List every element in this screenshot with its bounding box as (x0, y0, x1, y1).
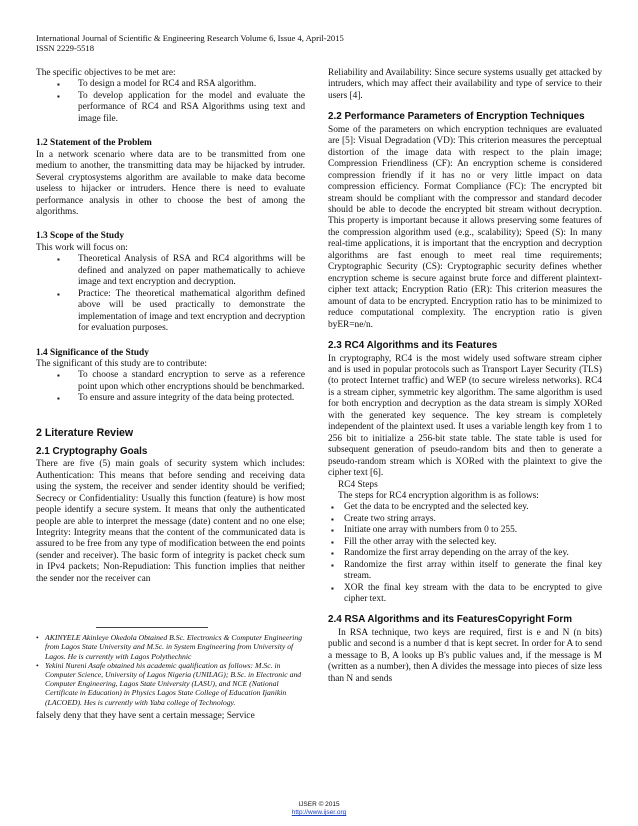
footnote-item: • Yekini Nureni Asafe obtained his academic qualification as follows: M.Sc. in Computer Science, University of Lagos Nigeria (UNILAG); B.Sc. in Electronic and Computer Engineering, Lagos State University (LASU), and NCE (National Certificate in Education) in Physics Lagos State College of Education Ijanikin (LACOED). Hes is currently with Yaba college of Technology. (36, 661, 305, 707)
paragraph: Reliability and Availability: Since secure systems usually get attacked by intruders, which may affect their availability and type of service to their users [4]. (328, 68, 602, 101)
section-heading-1-2: 1.2 Statement of the Problem (36, 138, 152, 149)
paragraph: There are five (5) main goals of security system which includes: Authentication: This means that before sending and receiving data using the system, the receiver and sender identity should be verified; Secrecy or Confidentiality: Usually this function (feature) is how most people identify a secure system. It means that only the authenticated people are able to interpret the message (date) content and no one else; Integrity: Integrity means that the content of the communicated data is assured to be free from any type of modification between the end points (sender and receiver). The basic form of integrity is packet check sum in IPv4 packets; Non-Repudiation: This function implies that neither the sender nor the receiver can (36, 459, 305, 584)
running-header (36, 33, 344, 53)
left-column (36, 68, 305, 722)
list-item: ▪ Initiate one array with numbers from 0 to 255. (328, 525, 602, 536)
issn: ISSN 2229-5518 (36, 43, 95, 53)
paragraph: In a network scenario where data are to be transmitted from one medium to another, the transmitting data may be hijacked by intruder. Several cryptosystems algorithm are available to make data become useless to hijacker or intruders. Hence there is need to evaluate performance analysis in other to choose the best of among the algorithms. (36, 149, 305, 217)
copyright: IJSER © 2015 (298, 801, 340, 808)
section-heading-2-1: 2.1 Cryptography Goals (36, 445, 148, 457)
paragraph: The significant of this study are to contribute: (36, 358, 208, 369)
list-item: ▪ To design a model for RC4 and RSA algorithm. (36, 79, 305, 90)
section-heading-1-3: 1.3 Scope of the Study (36, 231, 124, 242)
section-heading-2: 2 Literature Review (36, 426, 134, 439)
steps-intro: The steps for RC4 encryption algorithm is as follows: (338, 490, 539, 501)
paragraph: falsely deny that they have sent a certain message; Service (36, 710, 255, 721)
list-item: ▪ XOR the final key stream with the data to be encrypted to give cipher text. (328, 583, 602, 606)
steps-title: RC4 Steps (338, 479, 378, 490)
section-heading-1-4: 1.4 Significance of the Study (36, 347, 149, 358)
scope-list (36, 254, 305, 334)
list-item: ▪ Practice: The theoretical mathematical algorithm defined above will be used practically to demonstrate the implementation of image and text encryption and decryption for evaluation purposes. (36, 289, 305, 335)
list-item: ▪ Randomize the first array within itself to generate the final key stream. (328, 560, 602, 583)
section-heading-2-4: 2.4 RSA Algorithms and its FeaturesCopyright Form (328, 614, 572, 626)
list-item: ▪ Get the data to be encrypted and the selected key. (328, 502, 602, 513)
paragraph: Some of the parameters on which encryption techniques are evaluated are [5]: Visual Degradation (VD): This criterion measures the perceptual distortion of the image data with respect to the plain image; Compression Friendliness (CF): An encryption scheme is considered compression friendly if it has no or very little impact on data compression efficiency. Format Compliance (FC): The encrypted bit stream should be compliant with the compressor and standard decoder should be able to decode the encrypted bit stream without decryption. This property is important because it allows preserving some features of the compression algorithm used (e.g., scalability); Speed (S): In many real-time applications, it is important that the encryption and decryption algorithms are fast enough to meet real time requirements; Cryptographic Security (CS): Cryptographic security defines whether encryption scheme is secure against brute force and different plaintext-cipher text attack; Encryption Ratio (ER): This criterion measures the amount of data to be encrypted. Encryption ratio has to be minimized to reduce computational complexity. The encryption ratio is given byER=ne/n. (328, 124, 602, 330)
footnotes (36, 633, 305, 707)
list-item: ▪ Theoretical Analysis of RSA and RC4 algorithms will be defined and analyzed on paper mathematically to achieve image and text encryption and decryption. (36, 254, 305, 288)
rc4-steps-list (328, 502, 602, 605)
section-heading-2-3: 2.3 RC4 Algorithms and its Features (328, 340, 498, 352)
objectives-list (36, 79, 305, 125)
list-item: ▪ To ensure and assure integrity of the data being protected. (36, 393, 305, 404)
list-item: ▪ To develop application for the model and evaluate the performance of RC4 and RSA Algorithms using text and image file. (36, 91, 305, 125)
list-item: ▪ Create two string arrays. (328, 514, 602, 525)
paragraph: In cryptography, RC4 is the most widely used software stream cipher and is used in popular protocols such as Transport Layer Security (TLS) (to protect Internet traffic) and WEP (to secure wireless networks). RC4 is a stream cipher, symmetric key algorithm. The same algorithm is used for both encryption and decryption as the data stream is simply XORed with the generated key sequence. The key stream is completely independent of the plaintext used. It uses a variable length key from 1 to 256 bit to initialize a 256-bit state table. The state table is used for subsequent generation of pseudo-random bits and then to generate a pseudo-random stream which is XORed with the plaintext to give the cipher text [6]. (328, 353, 602, 479)
journal-title: International Journal of Scientific & Engineering Research Volume 6, Issue 4, April-2015 (36, 33, 344, 43)
significance-list (36, 370, 305, 404)
objectives-intro: The specific objectives to be met are: (36, 68, 176, 78)
paragraph: This work will focus on: (36, 242, 128, 253)
paragraph: In RSA technique, two keys are required, first is e and N (n bits) public and second is a number d that is kept secret. In order for A to send a message to B, A looks up B's public values and, if the message is M (written as a number), then A divides the message into pieces of size less than N and sends (328, 627, 602, 684)
right-column (328, 68, 602, 685)
list-item: ▪ Randomize the first array depending on the array of the key. (328, 548, 602, 559)
page-footer (0, 801, 638, 817)
footnote-item: • AKINYELE Akinleye Okedola Obtained B.Sc. Electronics & Computer Engineering from Lagos State University and M.Sc. in System Engineering from University of Lagos. He is currently with Lagos Polythechnic (36, 633, 305, 661)
section-heading-2-2: 2.2 Performance Parameters of Encryption Techniques (328, 111, 585, 123)
journal-link[interactable]: http://www.ijser.org (291, 809, 347, 816)
list-item: ▪ To choose a standard encryption to serve as a reference point upon which other encryptions should be benchmarked. (36, 370, 305, 393)
footnote-divider (96, 627, 208, 628)
list-item: ▪ Fill the other array with the selected key. (328, 537, 602, 548)
